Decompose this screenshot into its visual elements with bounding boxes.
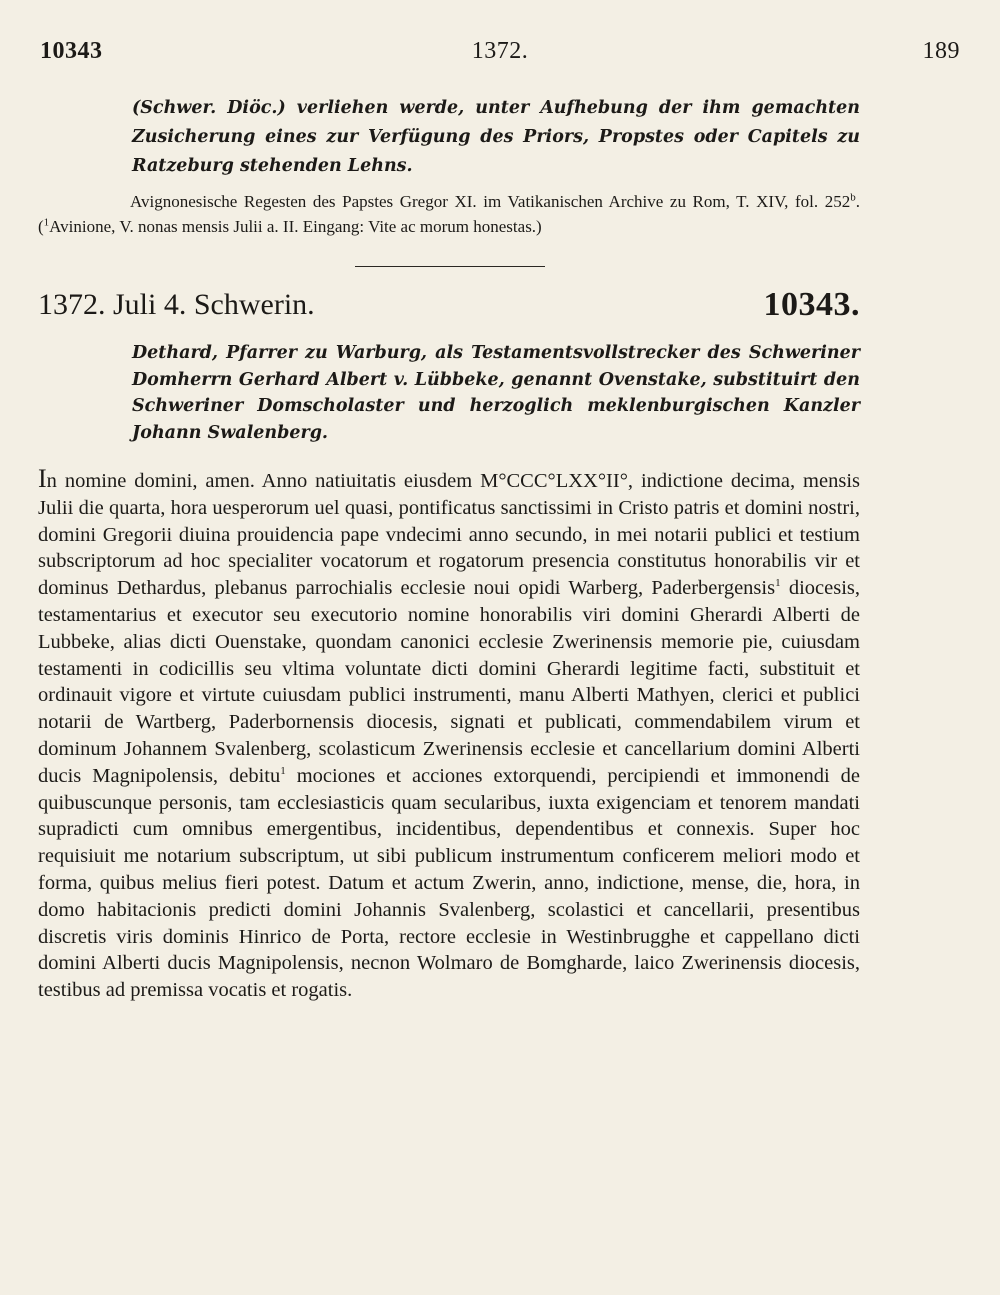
section-divider: [355, 266, 545, 267]
header-entry-number: 10343: [40, 38, 103, 64]
entry-summary: Dethard, Pfarrer zu Warburg, als Testamentsvollstrecker des Schweriner Domherrn Gerhard Albert v. Lübbeke, genannt Ovenstake, substituirt den Schweriner Domscholaster und herzoglich meklenburgischen Kanzler Johann Swalenberg.: [132, 343, 860, 443]
initial-letter: I: [38, 464, 47, 493]
source-note-mark: 1: [43, 216, 50, 229]
body-text-part-2: diocesis, testamentarius et executor seu executorio nomine honorabilis viri domini Gherardi Alberti de Lubbeke, alias dicti Ouenstake, quondam canonici ecclesie Zwerinensis memorie pie, cuiusdam testamenti in codicillis seu vltima voluntate dicti domini Gherardi legitime facti, substituit et ordinauit vigore et virtute cuiusdam publici instrumenti, manu Alberti Mathyen, clerici et publici notarii de Wartberg, Paderbornensis diocesis, signati et publicati, commendabilem virum et dominum Johannem Svalenberg, scolasticum Zwerinensis ecclesie et cancellarium domini Alberti ducis Magnipolensis, debitu: [38, 577, 860, 787]
page-number: 189: [922, 38, 960, 64]
source-text: Avignonesische Regesten des Papstes Gregor XI. im Vatikanischen Archive zu Rom, T. XIV, fol. 252: [130, 192, 851, 211]
footnote-mark: 1: [280, 764, 286, 777]
source-tail: Avinione, V. nonas mensis Julii a. II. Eingang: Vite ac morum honestas.): [49, 217, 542, 236]
footnote-mark: 1: [775, 577, 781, 590]
header-year: 1372.: [471, 38, 529, 64]
running-header: [40, 38, 960, 78]
entry-number: 10343.: [763, 286, 860, 323]
previous-entry-source: [38, 189, 860, 239]
document-body: [38, 466, 860, 1004]
body-text-part-1: n nomine domini, amen. Anno natiuitatis eiusdem M°CCC°LXX°II°, indictione decima, mensis Julii die quarta, hora uesperorum uel quasi, pontificatus sanctissimi in Cristo patris et domini nostri, domini Gregorii diuina prouidencia pape vndecimi anno secundo, in mei notarii publici et testium subscriptorum ad hoc specialiter vocatorum et rogatorum presencia constitutus honorabilis vir et dominus Dethardus, plebanus parrochialis ecclesie noui opidi Warberg, Paderbergensis: [38, 470, 860, 600]
entry-header: [38, 288, 860, 332]
body-text-part-3: mociones et acciones extorquendi, percipiendi et immonendi de quibuscunque personis, tam ecclesiasticis quam secularibus, iuxta exigenciam et tenorem mandati supradicti cum omnibus emergentibus, incidentibus, dependentibus et connexis. Super hoc requisiuit me notarium subscriptum, ut sibi publicum instrumentum conficerem meliori modo et forma, quibus melius fieri potest. Datum et actum Zwerin, anno, indictione, mense, die, hora, in domo habitacionis predicti domini Johannis Svalenberg, scolastici et cancellarii, presentibus discretis viris dominis Hinrico de Porta, rectore ecclesie in Westinbrugghe et cappellano dicti domini Alberti ducis Magnipolensis, necnon Wolmaro de Bomgharde, laico Zwerinensis diocesis, testibus ad premissa vocatis et rogatis.: [38, 764, 860, 1002]
previous-entry-summary: (Schwer. Diöc.) verliehen werde, unter Aufhebung der ihm gemachten Zusicherung eines zur Verfügung des Priors, Propstes oder Capitels zu Ratzeburg stehenden Lehns.: [132, 98, 860, 176]
source-superscript: b: [850, 191, 856, 204]
source-separator: . (: [38, 192, 860, 236]
entry-dateline: 1372. Juli 4. Schwerin.: [38, 288, 315, 321]
